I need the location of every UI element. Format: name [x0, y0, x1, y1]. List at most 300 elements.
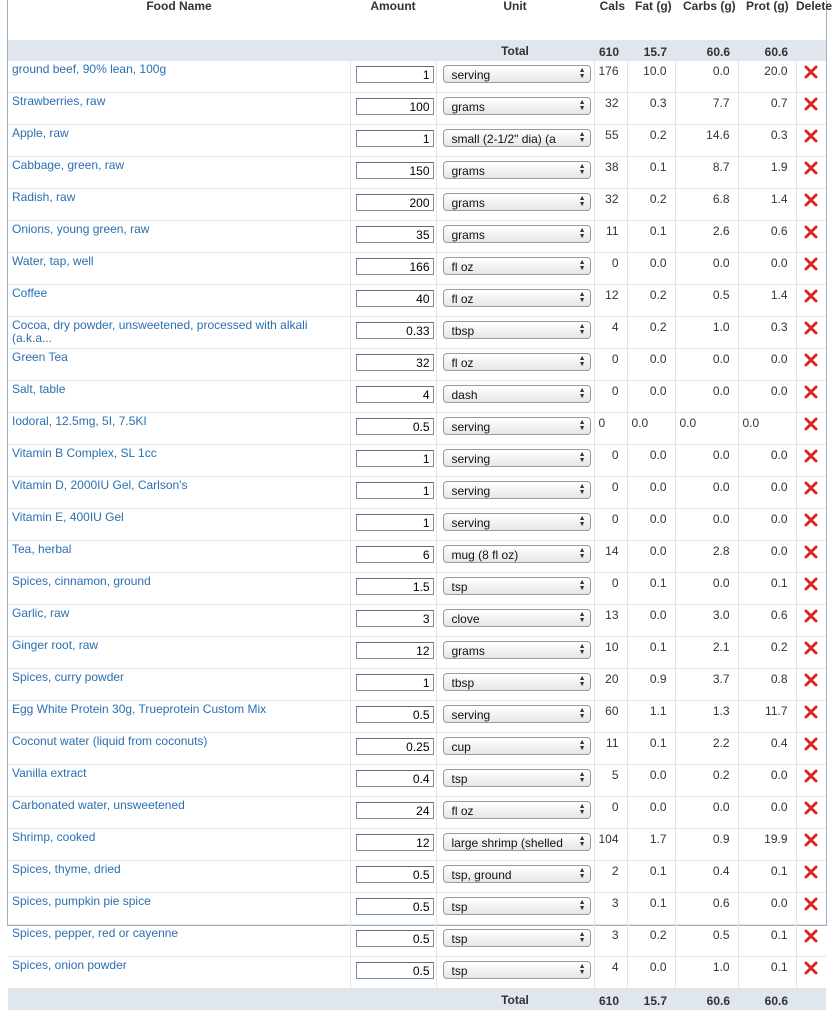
delete-icon[interactable]: [804, 769, 818, 786]
select-arrows-icon: ▲ ▼: [579, 196, 586, 208]
delete-icon[interactable]: [804, 193, 818, 210]
amount-input[interactable]: [356, 354, 434, 371]
food-row: [8, 381, 826, 413]
unit-select-value: serving: [452, 708, 572, 722]
unit-cell: [436, 381, 594, 413]
delete-cell: [796, 509, 826, 541]
cals-value: 32: [594, 189, 627, 221]
carbs-value: 0.0: [675, 477, 738, 509]
food-name-cell: [8, 925, 350, 957]
amount-input[interactable]: [356, 450, 434, 467]
delete-cell: [796, 765, 826, 797]
unit-select[interactable]: [443, 577, 591, 595]
delete-cell: [796, 541, 826, 573]
delete-icon[interactable]: [804, 449, 818, 466]
fat-value: 0.0: [627, 797, 675, 829]
amount-input[interactable]: [356, 130, 434, 147]
cals-value: 0: [594, 477, 627, 509]
carbs-value: 0.5: [675, 925, 738, 957]
amount-cell: [350, 349, 436, 381]
food-name-link[interactable]: Spices, curry powder: [12, 671, 346, 684]
unit-select-value: cup: [452, 740, 572, 754]
unit-select-value: grams: [452, 228, 572, 242]
amount-input[interactable]: [356, 482, 434, 499]
unit-select-value: tsp: [452, 932, 572, 946]
food-name-link[interactable]: Vitamin E, 400IU Gel: [12, 511, 346, 524]
unit-select-value: tbsp: [452, 324, 572, 338]
cals-value: 10: [594, 637, 627, 669]
carbs-value: 0.0: [675, 349, 738, 381]
carbs-value: 0.0: [675, 797, 738, 829]
food-row: [8, 829, 826, 861]
delete-cell: [796, 157, 826, 189]
delete-icon[interactable]: [804, 609, 818, 626]
amount-cell: [350, 701, 436, 733]
amount-input[interactable]: [356, 770, 434, 787]
carbs-value: 6.8: [675, 189, 738, 221]
amount-cell: [350, 477, 436, 509]
unit-select[interactable]: [443, 97, 591, 115]
header-row: [8, 0, 826, 40]
unit-select[interactable]: [443, 257, 591, 275]
total-spacer: [350, 989, 436, 1010]
amount-input[interactable]: [356, 642, 434, 659]
cals-value: 11: [594, 733, 627, 765]
food-name-cell: [8, 797, 350, 829]
amount-cell: [350, 381, 436, 413]
select-arrows-icon: ▲ ▼: [579, 708, 586, 720]
delete-cell: [796, 925, 826, 957]
delete-icon[interactable]: [804, 929, 818, 946]
total-spacer: [796, 40, 826, 61]
fat-value: 0.0: [627, 445, 675, 477]
food-name-link[interactable]: Cocoa, dry powder, unsweetened, processed with alkali (a.k.a...: [12, 319, 346, 345]
prot-value: 0.2: [738, 637, 796, 669]
unit-select[interactable]: [443, 545, 591, 563]
food-name-link[interactable]: Coconut water (liquid from coconuts): [12, 735, 346, 748]
food-row: [8, 541, 826, 573]
delete-cell: [796, 637, 826, 669]
total-prot: 60.6: [738, 989, 796, 1010]
food-name-link[interactable]: Spices, thyme, dried: [12, 863, 346, 876]
food-row: [8, 637, 826, 669]
prot-value: 1.9: [738, 157, 796, 189]
select-arrows-icon: ▲ ▼: [579, 644, 586, 656]
food-name-cell: [8, 765, 350, 797]
fat-value: 1.7: [627, 829, 675, 861]
food-name-link[interactable]: Garlic, raw: [12, 607, 346, 620]
amount-cell: [350, 317, 436, 349]
food-row: [8, 669, 826, 701]
delete-icon[interactable]: [804, 961, 818, 978]
prot-value: 0.4: [738, 733, 796, 765]
amount-input[interactable]: [356, 834, 434, 851]
cals-value: 60: [594, 701, 627, 733]
amount-cell: [350, 285, 436, 317]
food-name-cell: [8, 317, 350, 349]
unit-select[interactable]: [443, 385, 591, 403]
food-name-link[interactable]: Green Tea: [12, 351, 346, 364]
amount-cell: [350, 637, 436, 669]
unit-select[interactable]: [443, 225, 591, 243]
food-row: [8, 701, 826, 733]
header-cals[interactable]: Cals: [594, 0, 627, 40]
fat-value: 0.0: [627, 541, 675, 573]
unit-select[interactable]: [443, 769, 591, 787]
total-fat: 15.7: [627, 40, 675, 61]
food-name-cell: [8, 381, 350, 413]
unit-select[interactable]: [443, 289, 591, 307]
cals-value: 176: [594, 61, 627, 93]
unit-cell: [436, 637, 594, 669]
cals-value: 0: [594, 413, 627, 445]
delete-cell: [796, 93, 826, 125]
amount-input[interactable]: [356, 386, 434, 403]
delete-icon[interactable]: [804, 65, 818, 82]
unit-select[interactable]: [443, 481, 591, 499]
select-arrows-icon: ▲ ▼: [579, 292, 586, 304]
food-name-link[interactable]: Egg White Protein 30g, Trueprotein Custom Mix: [12, 703, 346, 716]
food-name-link[interactable]: Vanilla extract: [12, 767, 346, 780]
unit-select-value: grams: [452, 100, 572, 114]
prot-value: 0.1: [738, 861, 796, 893]
prot-value: 0.3: [738, 317, 796, 349]
delete-cell: [796, 605, 826, 637]
food-name-cell: [8, 573, 350, 605]
amount-input[interactable]: [356, 578, 434, 595]
unit-cell: [436, 893, 594, 925]
amount-cell: [350, 93, 436, 125]
header-food-name[interactable]: Food Name: [8, 0, 350, 40]
food-name-link[interactable]: Spices, cinnamon, ground: [12, 575, 346, 588]
header-delete: Delete: [796, 0, 826, 40]
delete-icon[interactable]: [804, 353, 818, 370]
delete-icon[interactable]: [804, 833, 818, 850]
cals-value: 11: [594, 221, 627, 253]
delete-icon[interactable]: [804, 417, 818, 434]
food-name-link[interactable]: Cabbage, green, raw: [12, 159, 346, 172]
amount-input[interactable]: [356, 514, 434, 531]
delete-icon[interactable]: [804, 321, 818, 338]
food-name-link[interactable]: Salt, table: [12, 383, 346, 396]
food-name-cell: [8, 605, 350, 637]
header-carbs[interactable]: Carbs (g): [675, 0, 738, 40]
delete-cell: [796, 317, 826, 349]
unit-cell: [436, 285, 594, 317]
food-row: [8, 189, 826, 221]
unit-select-value: tbsp: [452, 676, 572, 690]
delete-icon[interactable]: [804, 577, 818, 594]
fat-value: 0.0: [627, 253, 675, 285]
food-row: [8, 861, 826, 893]
prot-value: 0.0: [738, 797, 796, 829]
amount-input[interactable]: [356, 674, 434, 691]
cals-value: 38: [594, 157, 627, 189]
unit-select[interactable]: [443, 929, 591, 947]
carbs-value: 1.3: [675, 701, 738, 733]
fat-value: 0.0: [627, 509, 675, 541]
header-fat[interactable]: Fat (g): [627, 0, 675, 40]
food-row: [8, 509, 826, 541]
cals-value: 32: [594, 93, 627, 125]
carbs-value: 7.7: [675, 93, 738, 125]
carbs-value: 2.2: [675, 733, 738, 765]
amount-input[interactable]: [356, 258, 434, 275]
delete-icon[interactable]: [804, 97, 818, 114]
food-name-link[interactable]: Vitamin B Complex, SL 1cc: [12, 447, 346, 460]
prot-value: 0.0: [738, 381, 796, 413]
unit-cell: [436, 957, 594, 989]
select-arrows-icon: ▲ ▼: [579, 356, 586, 368]
unit-select[interactable]: [443, 865, 591, 883]
unit-select-value: fl oz: [452, 356, 572, 370]
delete-icon[interactable]: [804, 161, 818, 178]
unit-cell: [436, 509, 594, 541]
amount-input[interactable]: [356, 738, 434, 755]
unit-select-value: serving: [452, 516, 572, 530]
prot-value: 0.0: [738, 509, 796, 541]
amount-cell: [350, 221, 436, 253]
fat-value: 0.2: [627, 317, 675, 349]
amount-input[interactable]: [356, 866, 434, 883]
delete-icon[interactable]: [804, 289, 818, 306]
unit-select[interactable]: [443, 641, 591, 659]
food-name-link[interactable]: Strawberries, raw: [12, 95, 346, 108]
unit-select[interactable]: [443, 353, 591, 371]
select-arrows-icon: ▲ ▼: [579, 900, 586, 912]
delete-icon[interactable]: [804, 225, 818, 242]
amount-cell: [350, 765, 436, 797]
food-name-link[interactable]: Coffee: [12, 287, 346, 300]
amount-cell: [350, 733, 436, 765]
delete-cell: [796, 125, 826, 157]
fat-value: 0.0: [627, 413, 675, 445]
food-name-link[interactable]: Vitamin D, 2000IU Gel, Carlson's: [12, 479, 346, 492]
food-name-link[interactable]: Water, tap, well: [12, 255, 346, 268]
unit-select-value: serving: [452, 420, 572, 434]
delete-cell: [796, 189, 826, 221]
food-row: [8, 125, 826, 157]
total-row-top: [8, 40, 826, 61]
food-name-link[interactable]: Spices, pepper, red or cayenne: [12, 927, 346, 940]
prot-value: 11.7: [738, 701, 796, 733]
food-name-link[interactable]: Radish, raw: [12, 191, 346, 204]
delete-cell: [796, 573, 826, 605]
carbs-value: 0.2: [675, 765, 738, 797]
food-name-link[interactable]: Iodoral, 12.5mg, 5I, 7.5KI: [12, 415, 346, 428]
delete-icon[interactable]: [804, 737, 818, 754]
food-name-link[interactable]: ground beef, 90% lean, 100g: [12, 63, 346, 76]
unit-select[interactable]: [443, 609, 591, 627]
fat-value: 0.2: [627, 925, 675, 957]
food-name-cell: [8, 829, 350, 861]
unit-select[interactable]: [443, 321, 591, 339]
delete-icon[interactable]: [804, 673, 818, 690]
food-name-link[interactable]: Spices, pumpkin pie spice: [12, 895, 346, 908]
delete-cell: [796, 669, 826, 701]
cals-value: 3: [594, 893, 627, 925]
prot-value: 1.4: [738, 189, 796, 221]
cals-value: 0: [594, 509, 627, 541]
prot-value: 0.0: [738, 349, 796, 381]
amount-input[interactable]: [356, 962, 434, 979]
unit-select[interactable]: [443, 833, 591, 851]
amount-input[interactable]: [356, 706, 434, 723]
food-name-link[interactable]: Spices, onion powder: [12, 959, 346, 972]
prot-value: 0.7: [738, 93, 796, 125]
amount-cell: [350, 797, 436, 829]
unit-select[interactable]: [443, 705, 591, 723]
food-log-table: [8, 0, 826, 1010]
food-name-cell: [8, 861, 350, 893]
fat-value: 1.1: [627, 701, 675, 733]
unit-select[interactable]: [443, 449, 591, 467]
unit-cell: [436, 861, 594, 893]
delete-icon[interactable]: [804, 257, 818, 274]
prot-value: 0.3: [738, 125, 796, 157]
header-prot[interactable]: Prot (g): [738, 0, 796, 40]
amount-input[interactable]: [356, 226, 434, 243]
select-arrows-icon: ▲ ▼: [579, 580, 586, 592]
delete-icon[interactable]: [804, 545, 818, 562]
amount-input[interactable]: [356, 546, 434, 563]
food-name-cell: [8, 445, 350, 477]
amount-input[interactable]: [356, 66, 434, 83]
delete-icon[interactable]: [804, 129, 818, 146]
amount-input[interactable]: [356, 194, 434, 211]
delete-icon[interactable]: [804, 481, 818, 498]
carbs-value: 1.0: [675, 957, 738, 989]
cals-value: 13: [594, 605, 627, 637]
carbs-value: 0.0: [675, 445, 738, 477]
unit-select-value: large shrimp (shelled: [452, 836, 572, 850]
unit-select[interactable]: [443, 961, 591, 979]
prot-value: 0.8: [738, 669, 796, 701]
food-name-link[interactable]: Ginger root, raw: [12, 639, 346, 652]
select-arrows-icon: ▲ ▼: [579, 132, 586, 144]
amount-input[interactable]: [356, 418, 434, 435]
amount-input[interactable]: [356, 322, 434, 339]
unit-select[interactable]: [443, 513, 591, 531]
unit-select-value: clove: [452, 612, 572, 626]
food-name-link[interactable]: Onions, young green, raw: [12, 223, 346, 236]
amount-cell: [350, 189, 436, 221]
total-spacer: [8, 989, 350, 1010]
unit-select[interactable]: [443, 897, 591, 915]
carbs-value: 0.0: [675, 253, 738, 285]
total-spacer: [350, 40, 436, 61]
food-row: [8, 317, 826, 349]
unit-select-value: small (2-1/2" dia) (a: [452, 132, 572, 146]
cals-value: 55: [594, 125, 627, 157]
food-row: [8, 445, 826, 477]
food-row: [8, 957, 826, 989]
carbs-value: 0.0: [675, 573, 738, 605]
delete-icon[interactable]: [804, 801, 818, 818]
unit-cell: [436, 765, 594, 797]
cals-value: 3: [594, 925, 627, 957]
unit-cell: [436, 349, 594, 381]
amount-cell: [350, 445, 436, 477]
carbs-value: 14.6: [675, 125, 738, 157]
delete-cell: [796, 445, 826, 477]
unit-select[interactable]: [443, 673, 591, 691]
food-row: [8, 477, 826, 509]
select-arrows-icon: ▲ ▼: [579, 452, 586, 464]
prot-value: 1.4: [738, 285, 796, 317]
food-name-link[interactable]: Shrimp, cooked: [12, 831, 346, 844]
amount-input[interactable]: [356, 290, 434, 307]
cals-value: 12: [594, 285, 627, 317]
unit-select[interactable]: [443, 193, 591, 211]
fat-value: 0.1: [627, 893, 675, 925]
amount-cell: [350, 925, 436, 957]
fat-value: 0.0: [627, 477, 675, 509]
delete-cell: [796, 861, 826, 893]
unit-select[interactable]: [443, 737, 591, 755]
food-row: [8, 61, 826, 93]
delete-icon[interactable]: [804, 385, 818, 402]
fat-value: 0.1: [627, 861, 675, 893]
amount-input[interactable]: [356, 898, 434, 915]
delete-icon[interactable]: [804, 705, 818, 722]
unit-cell: [436, 413, 594, 445]
total-label: Total: [436, 989, 594, 1010]
unit-cell: [436, 477, 594, 509]
fat-value: 0.0: [627, 765, 675, 797]
fat-value: 0.3: [627, 93, 675, 125]
unit-cell: [436, 829, 594, 861]
food-row: [8, 925, 826, 957]
unit-cell: [436, 317, 594, 349]
total-row-bottom: [8, 989, 826, 1010]
delete-icon[interactable]: [804, 513, 818, 530]
header-unit[interactable]: Unit: [436, 0, 594, 40]
delete-icon[interactable]: [804, 865, 818, 882]
amount-input[interactable]: [356, 162, 434, 179]
food-name-link[interactable]: Tea, herbal: [12, 543, 346, 556]
unit-select[interactable]: [443, 161, 591, 179]
unit-select-value: serving: [452, 452, 572, 466]
unit-select[interactable]: [443, 417, 591, 435]
delete-icon[interactable]: [804, 897, 818, 914]
food-name-cell: [8, 61, 350, 93]
fat-value: 0.9: [627, 669, 675, 701]
amount-input[interactable]: [356, 98, 434, 115]
select-arrows-icon: ▲ ▼: [579, 260, 586, 272]
delete-cell: [796, 61, 826, 93]
delete-cell: [796, 381, 826, 413]
delete-icon[interactable]: [804, 641, 818, 658]
food-name-cell: [8, 733, 350, 765]
unit-select[interactable]: [443, 801, 591, 819]
amount-input[interactable]: [356, 610, 434, 627]
unit-select[interactable]: [443, 65, 591, 83]
unit-select[interactable]: [443, 129, 591, 147]
amount-input[interactable]: [356, 930, 434, 947]
prot-value: 0.6: [738, 221, 796, 253]
header-amount[interactable]: Amount: [350, 0, 436, 40]
unit-select-value: tsp: [452, 900, 572, 914]
unit-select-value: fl oz: [452, 292, 572, 306]
amount-input[interactable]: [356, 802, 434, 819]
unit-cell: [436, 605, 594, 637]
cals-value: 0: [594, 381, 627, 413]
food-name-link[interactable]: Apple, raw: [12, 127, 346, 140]
food-name-link[interactable]: Carbonated water, unsweetened: [12, 799, 346, 812]
delete-cell: [796, 797, 826, 829]
cals-value: 104: [594, 829, 627, 861]
